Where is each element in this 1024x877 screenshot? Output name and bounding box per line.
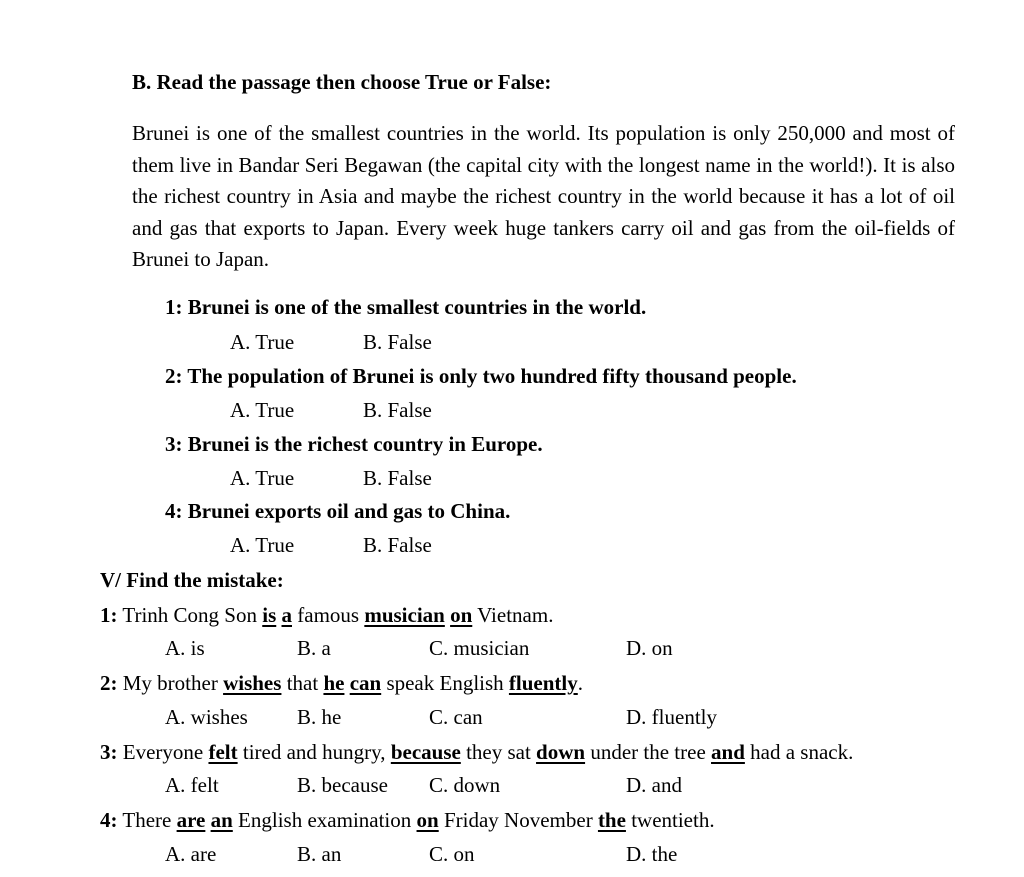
mistake-question-3 xyxy=(100,742,853,763)
tf-q3-option-a[interactable]: A. True xyxy=(230,466,295,490)
question-number: 3: xyxy=(100,740,118,764)
mq4-option-d[interactable]: D. the xyxy=(626,842,678,866)
mistake-question-2 xyxy=(100,673,583,694)
mq4-option-a[interactable]: A. are xyxy=(165,842,217,866)
mq3-option-c[interactable]: C. down xyxy=(429,773,501,797)
tf-q3-option-b[interactable]: B. False xyxy=(363,466,432,490)
section-v-heading: V/ Find the mistake: xyxy=(100,568,284,592)
question-text: Everyone xyxy=(122,740,204,764)
tf-question-3: 3: Brunei is the richest country in Europe. xyxy=(165,432,543,456)
mq1-option-d[interactable]: D. on xyxy=(626,636,673,660)
mq4-option-c[interactable]: C. on xyxy=(429,842,475,866)
question-text: famous xyxy=(297,603,360,627)
mq2-option-b[interactable]: B. he xyxy=(297,705,342,729)
tf-q4-option-a[interactable]: A. True xyxy=(230,533,295,557)
tf-q1-option-a[interactable]: A. True xyxy=(230,330,295,354)
underlined-word: down xyxy=(536,740,586,764)
mq2-option-d[interactable]: D. fluently xyxy=(626,705,717,729)
underlined-word: because xyxy=(390,740,461,764)
underlined-word: and xyxy=(711,740,745,764)
tf-question-1: 1: Brunei is one of the smallest countries in the world. xyxy=(165,295,647,319)
mq1-option-b[interactable]: B. a xyxy=(297,636,331,660)
question-number: 1: xyxy=(100,603,118,627)
underlined-word: the xyxy=(597,808,626,832)
tf-q1-option-b[interactable]: B. False xyxy=(363,330,432,354)
underlined-word: felt xyxy=(208,740,238,764)
tf-q2-option-a[interactable]: A. True xyxy=(230,398,295,422)
underlined-word: he xyxy=(323,671,345,695)
mistake-question-1 xyxy=(100,605,553,626)
mq1-option-c[interactable]: C. musician xyxy=(429,636,530,660)
question-number: 4: xyxy=(100,808,118,832)
tf-q2-option-b[interactable]: B. False xyxy=(363,398,432,422)
tf-q4-option-b[interactable]: B. False xyxy=(363,533,432,557)
underlined-word: wishes xyxy=(223,671,282,695)
underlined-word: fluently xyxy=(508,671,578,695)
question-text: There xyxy=(122,808,172,832)
question-number: 2: xyxy=(100,671,118,695)
underlined-word: can xyxy=(349,671,382,695)
mq3-option-a[interactable]: A. felt xyxy=(165,773,219,797)
question-text: My brother xyxy=(122,671,218,695)
question-text: under the tree xyxy=(590,740,706,764)
question-text: Trinh Cong Son xyxy=(122,603,257,627)
question-text: speak English xyxy=(386,671,504,695)
question-text: tired and hungry, xyxy=(242,740,386,764)
reading-passage: Brunei is one of the smallest countries in the world. Its population is only 250,000 and most of them live in Bandar Seri Begawan (the capital city with the longest name in the world!). It is also the richest country in Asia and maybe the richest country in the world because it has a lot of oil and gas that exports to Japan. Every week huge tankers carry oil and gas from the oil-fields of Brunei to Japan. xyxy=(132,121,955,272)
underlined-word: an xyxy=(210,808,233,832)
question-text: . xyxy=(577,671,584,695)
mq2-option-c[interactable]: C. can xyxy=(429,705,483,729)
mistake-question-4 xyxy=(100,810,715,831)
mq1-option-a[interactable]: A. is xyxy=(165,636,205,660)
underlined-word: on xyxy=(416,808,439,832)
mq3-option-d[interactable]: D. and xyxy=(626,773,682,797)
tf-question-4: 4: Brunei exports oil and gas to China. xyxy=(165,499,511,523)
mq2-option-a[interactable]: A. wishes xyxy=(165,705,248,729)
section-b-heading: B. Read the passage then choose True or False: xyxy=(132,70,552,94)
question-text: that xyxy=(286,671,319,695)
question-text: English examination xyxy=(238,808,412,832)
question-text: they sat xyxy=(466,740,531,764)
underlined-word: a xyxy=(281,603,292,627)
mq3-option-b[interactable]: B. because xyxy=(297,773,388,797)
underlined-word: on xyxy=(450,603,473,627)
tf-question-2: 2: The population of Brunei is only two hundred fifty thousand people. xyxy=(165,364,797,388)
question-text: Friday November xyxy=(443,808,593,832)
underlined-word: musician xyxy=(364,603,445,627)
question-text: had a snack. xyxy=(750,740,854,764)
underlined-word: are xyxy=(176,808,206,832)
mq4-option-b[interactable]: B. an xyxy=(297,842,342,866)
question-text: Vietnam. xyxy=(477,603,554,627)
question-text: twentieth. xyxy=(631,808,715,832)
underlined-word: is xyxy=(262,603,277,627)
